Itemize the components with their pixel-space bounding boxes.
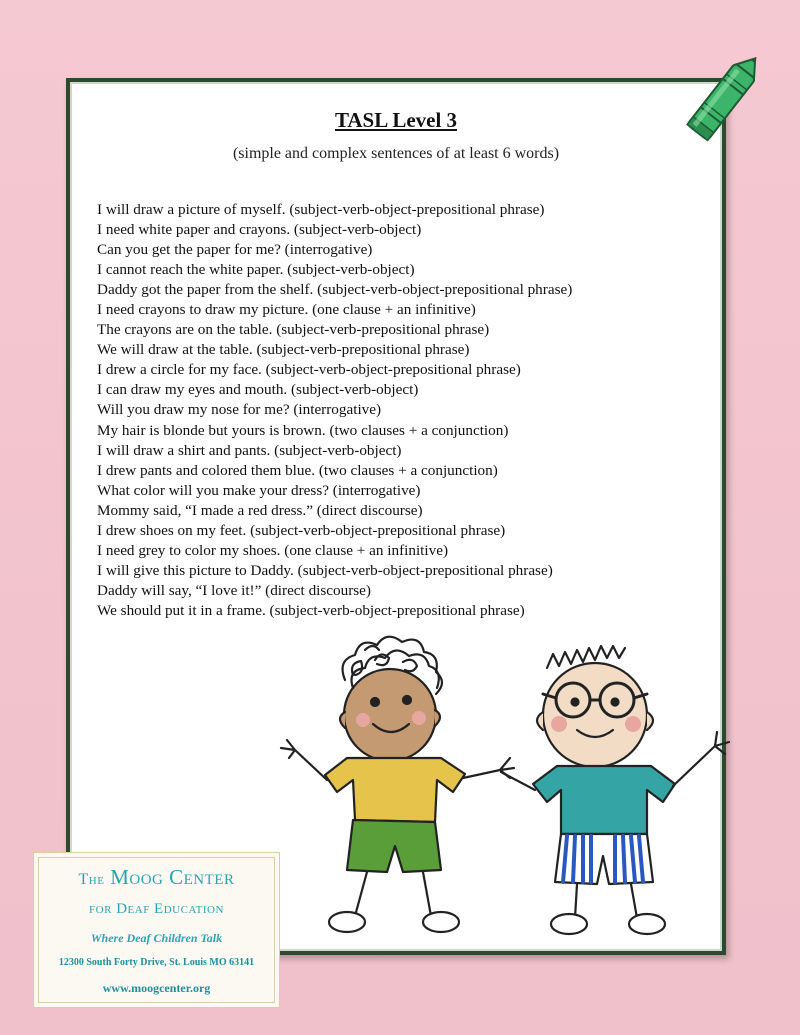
logo-tagline: Where Deaf Children Talk	[90, 931, 223, 945]
logo-the: The	[78, 871, 105, 888]
sentence: I need white paper and crayons. (subject-verb-object)	[97, 221, 422, 239]
two-kids-drawing	[275, 620, 745, 950]
sentence: I will draw a picture of myself. (subject-verb-object-prepositional phrase)	[97, 201, 545, 218]
sentence: Will you draw my nose for me? (interrogative)	[97, 401, 382, 419]
sentence: I drew shoes on my feet. (subject-verb-object-prepositional phrase)	[97, 521, 506, 539]
page-subtitle: (simple and complex sentences of at least 6 words)	[232, 145, 560, 162]
moog-center-logo	[33, 852, 280, 1008]
sentence-list	[97, 200, 717, 621]
left-kid-figure	[281, 637, 514, 932]
sentence: What color will you make your dress? (interrogative)	[97, 481, 421, 499]
sentence: My hair is blonde but yours is brown. (two clauses + a conjunction)	[97, 421, 509, 439]
sentence: Can you get the paper for me? (interrogative)	[97, 241, 373, 259]
sentence: We will draw at the table. (subject-verb-prepositional phrase)	[97, 341, 470, 359]
sentence: I drew pants and colored them blue. (two clauses + a conjunction)	[97, 461, 498, 479]
sentence: I drew a circle for my face. (subject-verb-object-prepositional phrase)	[97, 361, 521, 379]
logo-center-name: Moog Center	[110, 865, 235, 889]
sentence: Mommy said, “I made a red dress.” (direct discourse)	[97, 501, 423, 519]
sentence: I will give this picture to Daddy. (subject-verb-object-prepositional phrase)	[97, 561, 553, 579]
sentence: I can draw my eyes and mouth. (subject-verb-object)	[97, 381, 419, 399]
sentence: We should put it in a frame. (subject-verb-object-prepositional phrase)	[97, 601, 525, 619]
logo-subtitle: for Deaf Education	[89, 901, 224, 917]
sentence: Daddy will say, “I love it!” (direct discourse)	[97, 581, 371, 599]
right-kid-figure	[501, 646, 729, 934]
logo-name	[34, 865, 279, 890]
green-crayon-icon	[664, 40, 784, 160]
sentence: I cannot reach the white paper. (subject-verb-object)	[97, 261, 415, 279]
sentence: I need crayons to draw my picture. (one clause + an infinitive)	[97, 301, 476, 319]
sentence: I need grey to color my shoes. (one clause + an infinitive)	[97, 541, 449, 559]
sentence: I will draw a shirt and pants. (subject-verb-object)	[97, 441, 402, 459]
logo-website: www.moogcenter.org	[102, 981, 211, 995]
sentence: Daddy got the paper from the shelf. (subject-verb-object-prepositional phrase)	[97, 281, 573, 299]
sentence: The crayons are on the table. (subject-verb-prepositional phrase)	[97, 321, 490, 339]
logo-address: 12300 South Forty Drive, St. Louis MO 63141	[58, 957, 255, 968]
page-title: TASL Level 3	[334, 108, 458, 132]
